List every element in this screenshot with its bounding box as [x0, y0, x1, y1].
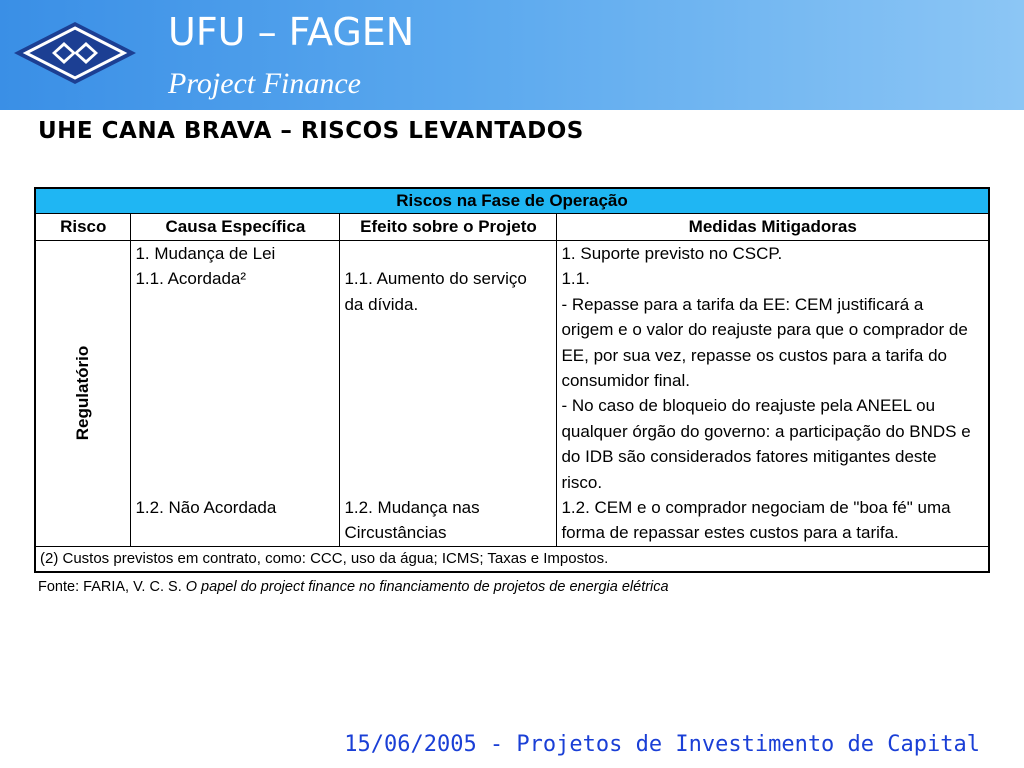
causa-line [135, 444, 335, 469]
brand-subtitle: Project Finance [168, 67, 361, 100]
efeito-line [344, 419, 552, 444]
efeito-line [344, 444, 552, 469]
efeito-line [344, 343, 552, 368]
medidas-line: - No caso de bloqueio do reajuste pela ANEEL ou [561, 396, 936, 416]
medidas-line: consumidor final. [561, 371, 690, 391]
source-title: O papel do project finance no financiamento de projetos de energia elétrica [185, 579, 669, 595]
causa-line: 1. Mudança de Lei [135, 244, 276, 263]
efeito-line: 1.1. Aumento do serviço [344, 269, 527, 289]
causa-cell [131, 241, 340, 547]
efeito-line [344, 393, 552, 418]
causa-line [135, 419, 335, 444]
medidas-line: - Repasse para a tarifa da EE: CEM justificará a [561, 294, 924, 314]
efeito-line: 1.2. Mudança nas [344, 497, 480, 517]
table-row [35, 241, 989, 547]
footer-text: 15/06/2005 - Projetos de Investimento de Capital [344, 732, 980, 757]
risk-table [34, 187, 990, 573]
column-header-risco: Risco [35, 214, 131, 241]
medidas-line: do IDB são considerados fatores mitigantes deste [561, 447, 937, 467]
source-prefix: Fonte: FARIA, V. C. S. [38, 579, 186, 595]
efeito-line [344, 317, 552, 342]
causa-line: 1.1. Acordada² [135, 269, 247, 289]
medidas-line: 1.1. [561, 269, 590, 289]
medidas-line: qualquer órgão do governo: a participação do BNDS e [561, 421, 971, 441]
medidas-line: 1. Suporte previsto no CSCP. [561, 244, 783, 263]
efeito-line: da dívida. [344, 294, 419, 314]
causa-line [135, 470, 335, 495]
header-banner [0, 0, 1024, 110]
table-note-row [35, 546, 989, 572]
column-header-efeito: Efeito sobre o Projeto [340, 214, 557, 241]
medidas-line: 1.2. CEM e o comprador negociam de "boa fé" uma [561, 498, 951, 518]
table-band-title: Riscos na Fase de Operação [35, 188, 989, 214]
causa-line [135, 368, 335, 393]
efeito-line [344, 368, 552, 393]
efeito-line: Circustâncias [344, 523, 447, 543]
causa-line [135, 393, 335, 418]
risk-cell [35, 241, 131, 547]
risk-label: Regulatório [73, 346, 93, 441]
table-band-row [35, 188, 989, 214]
column-header-medidas: Medidas Mitigadoras [557, 214, 989, 241]
causa-line [135, 343, 335, 368]
efeito-line [344, 470, 552, 495]
ufu-logo [12, 20, 138, 86]
medidas-line: EE, por sua vez, repasse os custos para a tarifa do [561, 345, 947, 365]
column-header-causa: Causa Específica [131, 214, 340, 241]
causa-line [135, 520, 335, 545]
efeito-line [344, 241, 552, 266]
causa-line [135, 317, 335, 342]
table-footnote: (2) Custos previstos em contrato, como: CCC, uso da água; ICMS; Taxas e Impostos. [35, 546, 989, 572]
table-header-row [35, 214, 989, 241]
medidas-line: risco. [561, 472, 603, 492]
medidas-cell [557, 241, 989, 547]
causa-line: 1.2. Não Acordada [135, 497, 277, 517]
slide-title: UHE CANA BRAVA – RISCOS LEVANTADOS [38, 118, 584, 144]
medidas-line: origem e o valor do reajuste para que o comprador de [561, 320, 968, 340]
causa-line [135, 292, 335, 317]
brand-title: UFU – FAGEN [168, 10, 415, 54]
medidas-line: forma de repassar estes custos para a tarifa. [561, 523, 899, 543]
source-citation [38, 579, 669, 595]
efeito-cell [340, 241, 557, 547]
